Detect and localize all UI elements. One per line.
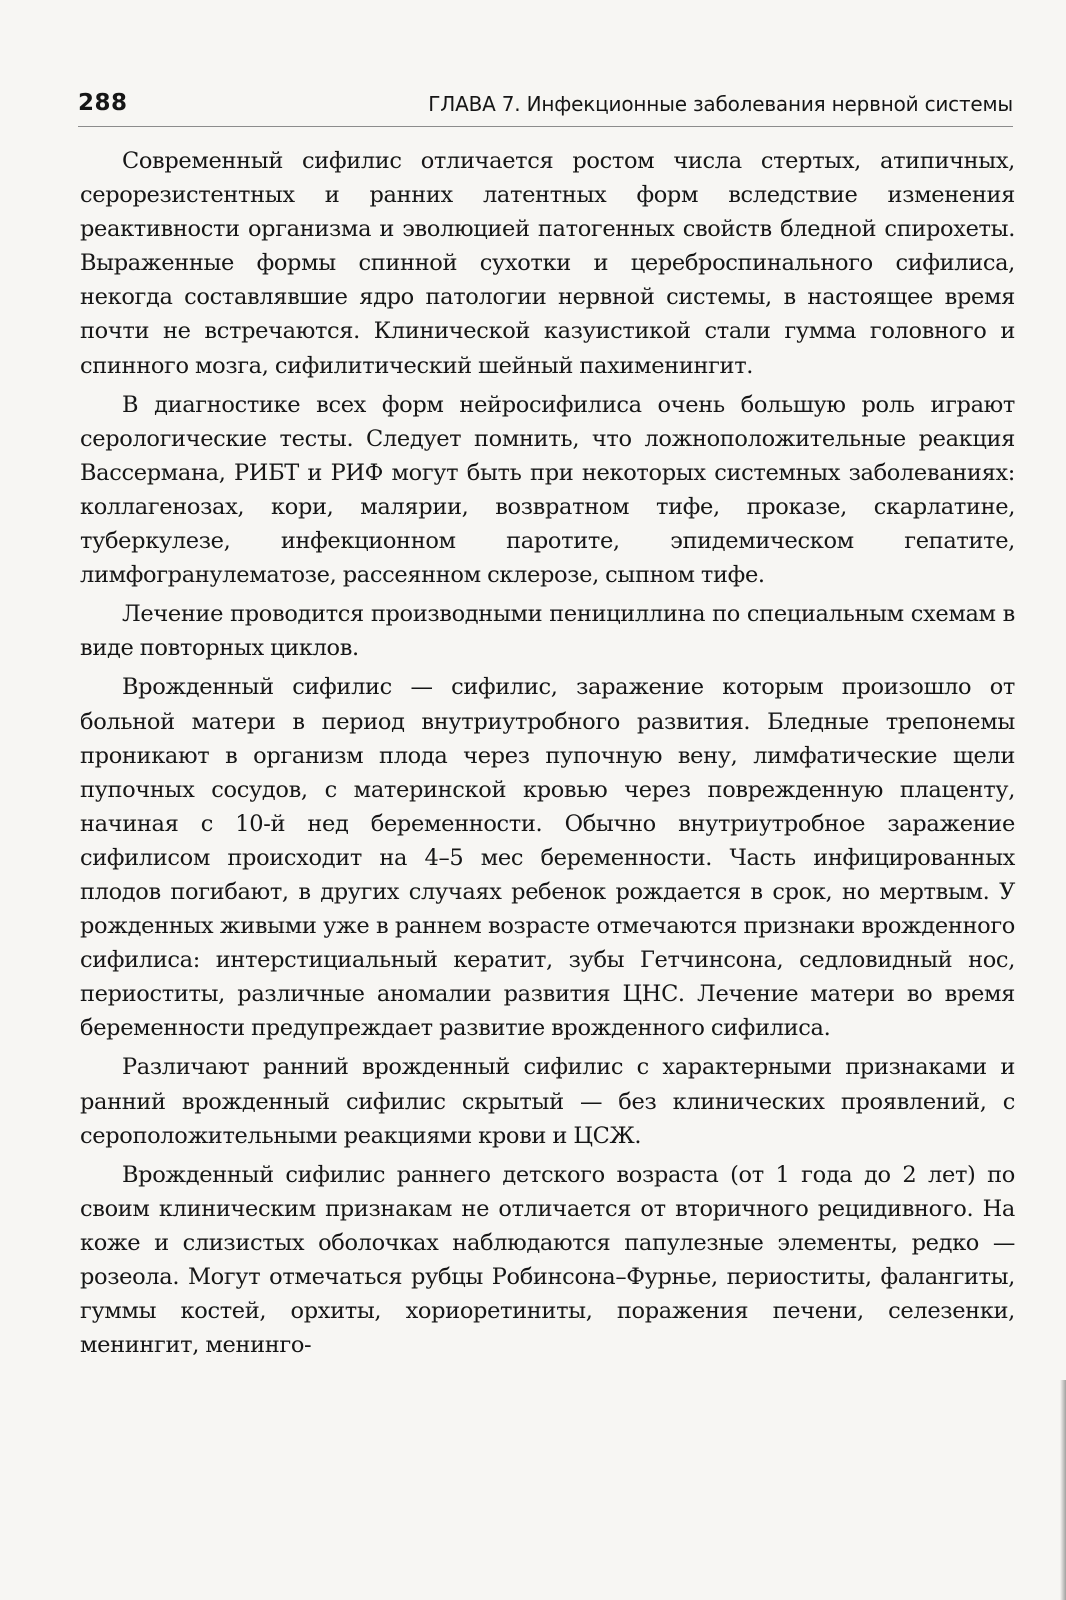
paragraph-treatment: Лечение проводится производными пенициллина по специальным схемам в виде повторных циклов. [80, 601, 1015, 662]
page-number: 288 [78, 90, 128, 116]
paragraph-diagnostics: В диагностике всех форм нейросифилиса очень большую роль играют серологические тесты. Следует помнить, что ложноположительные реакция Вассермана, РИБТ и РИФ могут быть при некоторых системных заболеваниях: коллагенозах, кори, малярии, возвратном тифе, проказе, скарлатине, туберкулезе, инфекционном паротите, эпидемическом гепатите, лимфогранулематозе, рассеянном склерозе, сыпном тифе. [80, 391, 1015, 589]
binding-shadow [1060, 1380, 1066, 1600]
paragraph-early-congenital: Различают ранний врожденный сифилис с характерными признаками и ранний врожденный сифилис скрытый — без клинических проявлений, с сероположительными реакциями крови и ЦСЖ. [80, 1054, 1015, 1149]
running-header [78, 86, 1013, 127]
body-text [80, 144, 1015, 1362]
paragraph-congenital-syphilis: Врожденный сифилис — сифилис, заражение которым произошло от больной матери в период внутриутробного развития. Бледные трепонемы проникают в организм плода через пупочную вену, лимфатические щели пупочных сосудов, с материнской кровью через поврежденную плаценту, начиная с 10-й нед беременности. Обычно внутриутробное заражение сифилисом происходит на 4–5 мес беременности. Часть инфицированных плодов погибают, в других случаях ребенок рождается в срок, но мертвым. У рожденных живыми уже в раннем возрасте отмечаются признаки врожденного сифилиса: интерстициальный кератит, зубы Гетчинсона, седловидный нос, периоститы, различные аномалии развития ЦНС. Лечение матери во время беременности предупреждает развитие врожденного сифилиса. [80, 674, 1015, 1042]
paragraph-early-childhood: Врожденный сифилис раннего детского возраста (от 1 года до 2 лет) по своим клиническим признакам не отличается от вторичного рецидивного. На коже и слизистых оболочках наблюдаются папулезные элементы, редко — розеола. Могут отмечаться рубцы Робинсона–Фурнье, периоститы, фалангиты, гуммы костей, орхиты, хориоретиниты, поражения печени, селезенки, менингит, менинго- [80, 1161, 1015, 1359]
chapter-title: ГЛАВА 7. Инфекционные заболевания нервной системы [428, 92, 1013, 116]
paragraph-modern-syphilis: Современный сифилис отличается ростом числа стертых, атипичных, серорезистентных и ранних латентных форм вследствие изменения реактивности организма и эволюцией патогенных свойств бледной спирохеты. Выраженные формы спинной сухотки и цереброспинального сифилиса, некогда составлявшие ядро патологии нервной системы, в настоящее время почти не встречаются. Клинической казуистикой стали гумма головного и спинного мозга, сифилитический шейный пахименингит. [80, 148, 1015, 379]
